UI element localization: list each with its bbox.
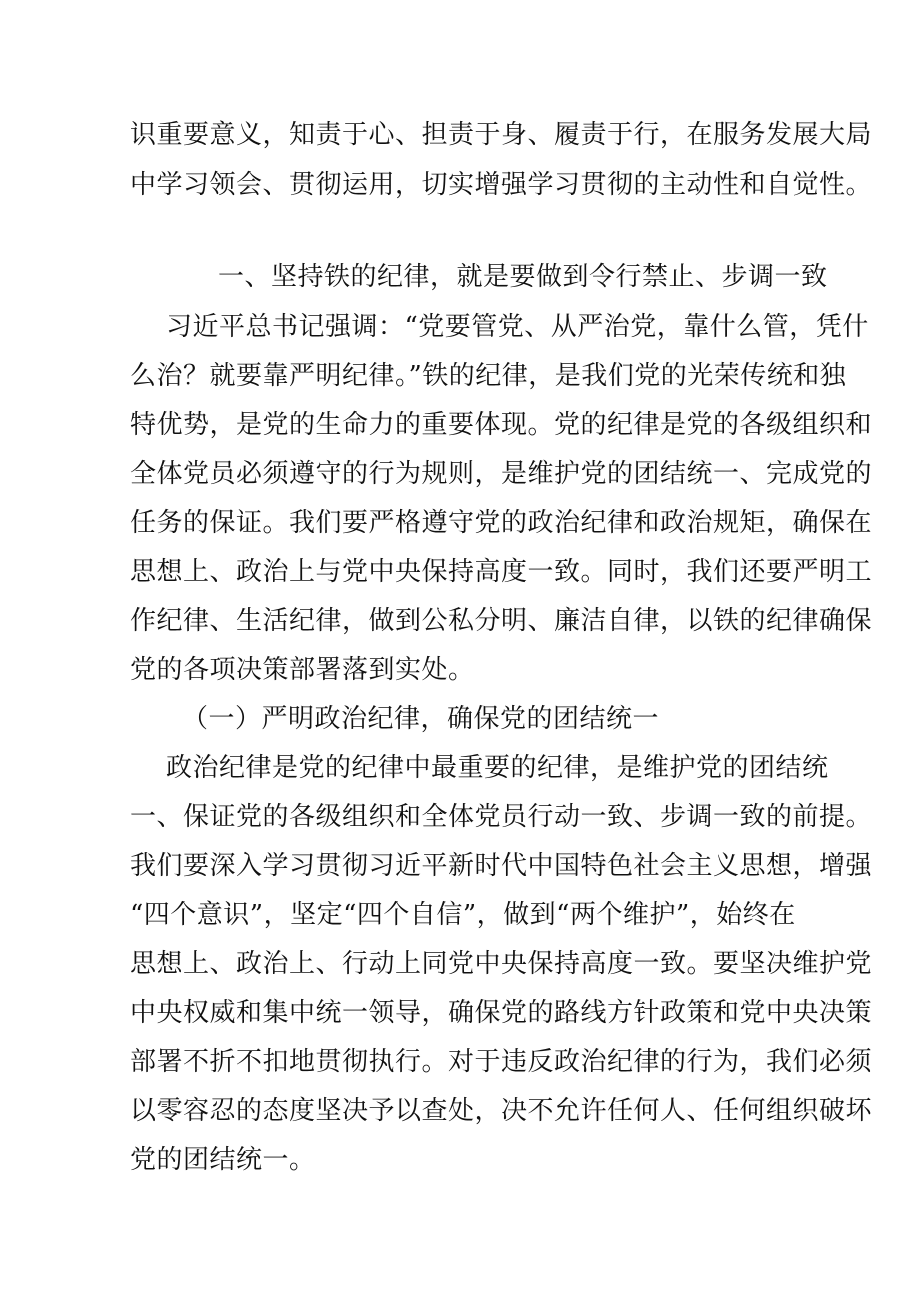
paragraph-line: 党的团结统一。 <box>130 1145 316 1175</box>
intro-line: 识重要意义，知责于心、担责于身、履责于行，在服务发展大局 <box>130 120 873 150</box>
paragraph-line: “四个意识”，坚定“四个自信”，做到“两个维护”，始终在 <box>130 900 796 930</box>
paragraph-line: 特优势，是党的生命力的重要体现。党的纪律是党的各级组织和 <box>130 410 873 440</box>
subsection-heading: （一）严明政治纪律，确保党的团结统一 <box>182 704 660 734</box>
paragraph-line: 我们要深入学习贯彻习近平新时代中国特色社会主义思想，增强 <box>130 851 873 881</box>
paragraph-line: 思想上、政治上与党中央保持高度一致。同时，我们还要严明工 <box>130 557 873 587</box>
paragraph-line: 任务的保证。我们要严格遵守党的政治纪律和政治规矩，确保在 <box>130 508 873 538</box>
paragraph-line: 么治？就要靠严明纪律。”铁的纪律，是我们党的光荣传统和独 <box>130 361 847 391</box>
paragraph-line: 作纪律、生活纪律，做到公私分明、廉洁自律，以铁的纪律确保 <box>130 606 873 636</box>
paragraph-line: 中央权威和集中统一领导，确保党的路线方针政策和党中央决策 <box>130 998 873 1028</box>
paragraph-line: 以零容忍的态度坚决予以查处，决不允许任何人、任何组织破坏 <box>130 1096 873 1126</box>
paragraph-line: 思想上、政治上、行动上同党中央保持高度一致。要坚决维护党 <box>130 949 873 979</box>
paragraph-line: 一、保证党的各级组织和全体党员行动一致、步调一致的前提。 <box>130 802 873 832</box>
paragraph-line: 习近平总书记强调：“党要管党、从严治党，靠什么管，凭什 <box>166 312 869 342</box>
paragraph-line: 党的各项决策部署落到实处。 <box>130 655 475 685</box>
paragraph-line: 政治纪律是党的纪律中最重要的纪律，是维护党的团结统 <box>166 753 829 783</box>
paragraph-line: 全体党员必须遵守的行为规则，是维护党的团结统一、完成党的 <box>130 459 873 489</box>
intro-line: 中学习领会、贯彻运用，切实增强学习贯彻的主动性和自觉性。 <box>130 170 873 200</box>
paragraph-line: 部署不折不扣地贯彻执行。对于违反政治纪律的行为，我们必须 <box>130 1047 873 1077</box>
section-heading: 一、坚持铁的纪律，就是要做到令行禁止、步调一致 <box>218 262 828 292</box>
